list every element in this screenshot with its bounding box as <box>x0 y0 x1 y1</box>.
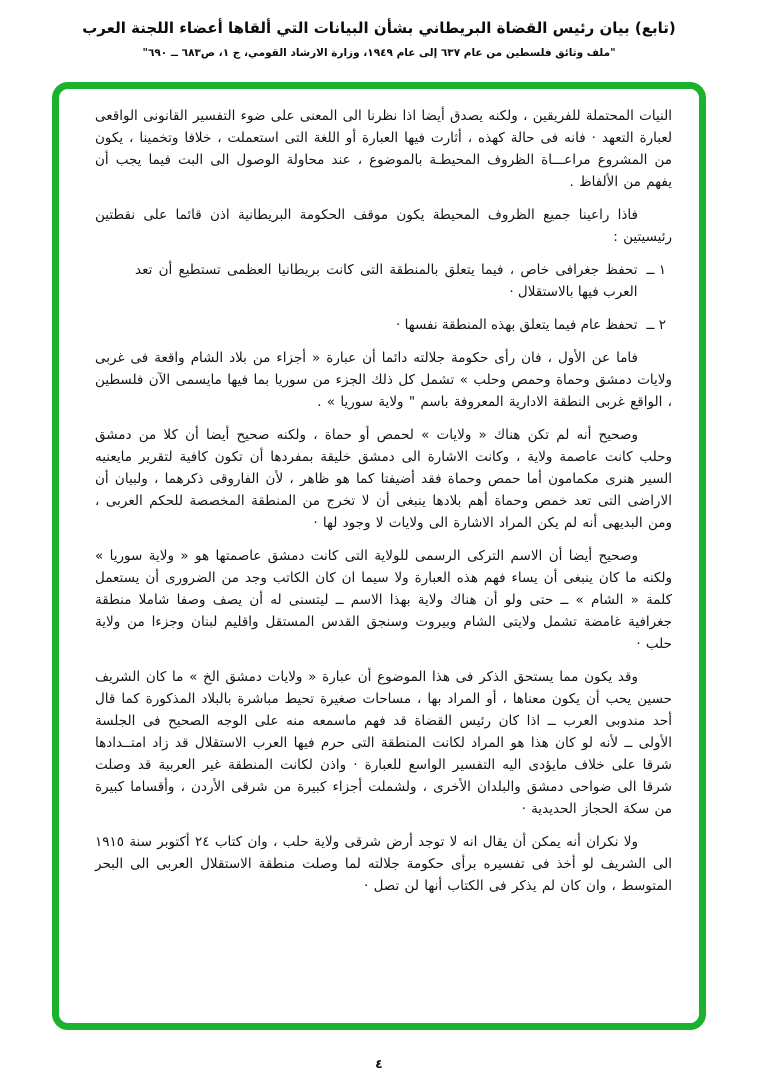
body-paragraph-5: وصحيح أيضا أن الاسم التركى الرسمى للولاية التى كانت دمشق عاصمتها هو « ولاية سوريا » ولكنه ما كان ينبغى أن يساء فهم هذه العبارة ولا سيما ان كان الكاتب وجد من الضرورى أن يستعمل كلمة « الشام » ــ حتى ولو أن هناك ولاية بهذا الاسم ــ ليتسنى له أن يصف وصفا شاملا منطقة جغرافية غامضة تشمل ولايتى الشام وبيروت وسنجق القدس المستقل واقليم لبنان وجزءا من ولاية حلب · <box>95 548 672 652</box>
list-item-1-marker: ١ ــ <box>646 262 666 278</box>
body-paragraph-1: النيات المحتملة للفريقين ، ولكنه يصدق أيضا اذا نظرنا الى المعنى على ضوء التفسير القانونى الواقعى لعبارة التعهد · فانه فى حالة كهذه ، أثارت فيها العبارة أو اللغة التى استعملت ، خلافا وتخمينا ، يكون من المشروع مراعـــاة الظروف المحيطـة بالموضوع ، عند محاولة الوصول الى البت فيما يجب أن يفهم من الألفاظ . <box>95 108 672 190</box>
body-paragraph-3: فاما عن الأول ، فان رأى حكومة جلالته دائما أن عبارة « أجزاء من بلاد الشام واقعة فى غربى ولايات دمشق وحماة وحمص وحلب » تشمل كل ذلك الجزء من سوريا بما فيها مايسمى الآن فلسطين ، الواقع غربى النطقة الادارية المعروفة باسم " ولاية سوريا » . <box>95 350 672 410</box>
list-item-2 <box>95 314 666 336</box>
list-item-2-text: تحفظ عام فيما يتعلق بهذه المنطقة نفسها · <box>396 317 638 333</box>
document-frame-border <box>52 82 706 1030</box>
page-number: ٤ <box>375 1056 383 1071</box>
header-title: (تابع) بيان رئيس القضاة البريطاني بشأن البيانات التي ألقاها أعضاء اللجنة العرب <box>82 19 676 37</box>
body-paragraph-6: وقد يكون مما يستحق الذكر فى هذا الموضوع أن عبارة « ولايات دمشق الخ » ما كان الشريف حسين يحب أن يكون معناها ، أو المراد بها ، مساحات صغيرة تحيط مباشرة بالبلاد المذكورة كما قال أحد مندوبى العرب ــ اذا كان رئيس القضاة قد فهم ماسمعه منه على الوجه الصحيح فى الجلسة الأولى ــ لأنه لو كان هذا هو المراد لكانت المنطقة التى حرم فيها العرب الاستقلال قد زاد امتــدادها شرقا على خلاف مايؤدى اليه التفسير الواسع للعبارة · واذن لكانت المنطقة غير العربية قد وصلت شرقا الى ضواحى دمشق والبلدان الأخرى ، ولشملت أجزاء كبيرة من شرقى الأردن ، وأقساما كبيرة من سكة الحجاز الحديدية · <box>95 669 672 817</box>
list-item-1-text: تحفظ جغرافى خاص ، فيما يتعلق بالمنطقة التى كانت بريطانيا العظمى تستطيع أن تعد العرب فيها بالاستقلال · <box>135 262 638 300</box>
body-paragraph-2: فاذا راعينا جميع الظروف المحيطة يكون موقف الحكومة البريطانية اذن قائما على نقطتين رئيسيتين : <box>95 207 672 245</box>
body-paragraph-7: ولا نكران أنه يمكن أن يقال انه لا توجد أرض شرقى ولاية حلب ، وان كتاب ٢٤ أكتوبر سنة ١٩١٥ الى الشريف لو أخذ فى تفسيره برأى حكومة جلالته لما وصلت منطقة الاستقلال العربى الى البحر المتوسط ، وان كان لم يذكر فى الكتاب أنها لن تصل · <box>95 834 672 894</box>
header-source-citation: "ملف وثائق فلسطين من عام ٦٣٧ إلى عام ١٩٤٩، وزارة الارشاد القومي، ج ١، ص٦٨٣ ــ ٦٩٠" <box>142 47 616 59</box>
page-header <box>0 0 758 59</box>
list-item-1 <box>95 259 666 303</box>
body-paragraph-4: وصحيح أنه لم تكن هناك « ولايات » لحمص أو حماة ، ولكنه صحيح أيضا أن كلا من دمشق وحلب كانت عاصمة ولاية ، وكانت الاشارة الى دمشق خليقة بمفردها أن تكون كافية لتقرير مايعنيه السير هنرى مكمامون أما حمص وحماة فقد أضيفتا كما هو ظاهر ، لأن الفاروقى ذكرهما ، ولبيان أن الاراضى التى تعد خمص وحماة أهم بلادها ينبغى أن لا تخرج من المنطقة المخصصة للحكم العربى ، ومن البديهى أنه لم يكن المراد الاشارة الى ولايات لا وجود لها · <box>95 427 672 531</box>
list-item-2-marker: ٢ ــ <box>646 317 666 333</box>
